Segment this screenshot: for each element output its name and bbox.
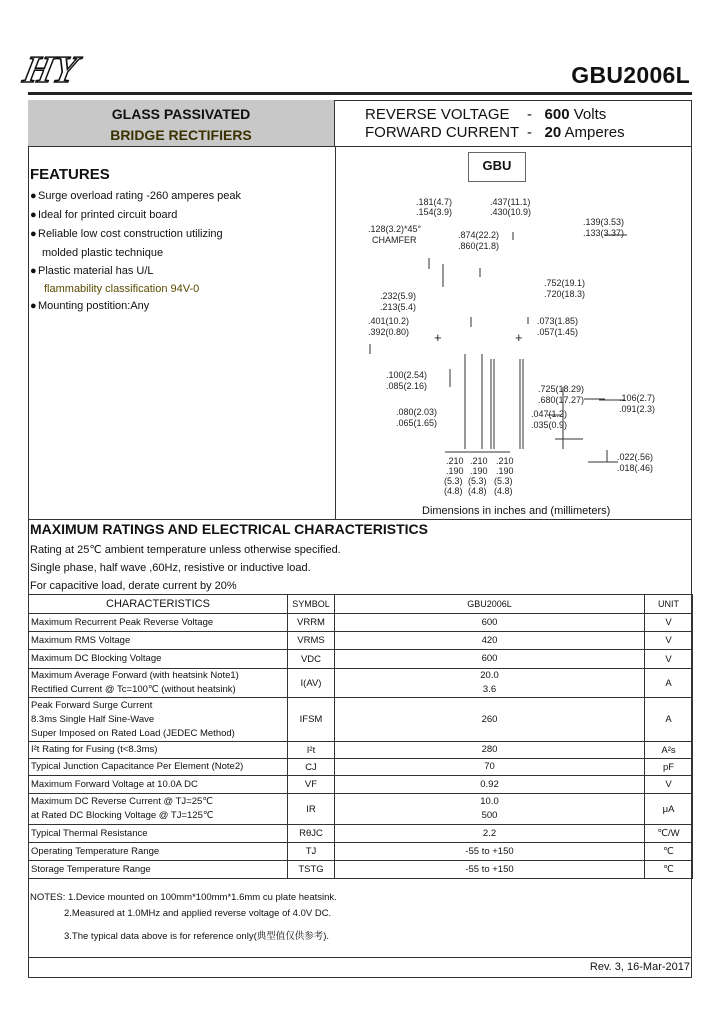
table-row (29, 825, 693, 843)
bullet-icon: ● (30, 190, 37, 202)
dim-label: .035(0.9) (531, 420, 568, 430)
dim-label: .720(18.3) (544, 289, 586, 299)
characteristic-cell (29, 794, 288, 825)
value-text: 10.0 (480, 796, 499, 807)
bullet-icon: ● (30, 265, 37, 277)
characteristic-text: Super Imposed on Rated Load (JEDEC Method) (31, 727, 235, 739)
value-text: 0.92 (480, 778, 499, 790)
plus-mark: + (515, 330, 523, 345)
table-row (29, 669, 693, 698)
value-text: 260 (481, 713, 498, 725)
characteristic-text: Rectified Current @ Tc=100℃ (without heatsink) (31, 684, 236, 695)
part-number: GBU2006L (571, 62, 690, 88)
value-text: 3.6 (482, 684, 497, 695)
symbol-cell: I²t (288, 742, 335, 759)
characteristic-cell (29, 742, 288, 759)
unit-cell: μA (645, 794, 693, 825)
value-cell (335, 825, 645, 843)
dim-label: .154(3.9) (416, 207, 453, 217)
characteristic-text: Typical Junction Capacitance Per Element (Note2) (31, 761, 244, 772)
unit-cell: pF (645, 759, 693, 776)
characteristic-cell (29, 825, 288, 843)
table-row (29, 861, 693, 879)
column-header: UNIT (645, 595, 693, 614)
symbol-cell: VRRM (288, 614, 335, 632)
unit-cell: V (645, 776, 693, 794)
dim-label: .100(2.54) (386, 370, 428, 380)
symbol-cell: I(AV) (288, 669, 335, 698)
feature-item (30, 300, 149, 312)
dim-label: .725(18.29) (538, 384, 585, 394)
characteristics-table (28, 594, 693, 879)
value-text: -55 to +150 (465, 863, 514, 875)
dim-label: .133(3.37) (583, 228, 625, 238)
ratings-title: MAXIMUM RATINGS AND ELECTRICAL CHARACTERISTICS (30, 521, 428, 537)
value-cell (335, 698, 645, 742)
feature-text: Plastic material has U/L (38, 265, 154, 277)
feature-item (30, 265, 154, 277)
reverse-voltage-dash: - (527, 106, 532, 123)
dim-label: .073(1.85) (537, 316, 579, 326)
characteristic-text: Peak Forward Surge Current (31, 699, 153, 711)
unit-cell: ℃ (645, 843, 693, 861)
dim-label: (4.8) (468, 486, 487, 496)
ratings-summary-box (335, 100, 692, 147)
unit-cell: V (645, 632, 693, 650)
characteristic-text: Maximum RMS Voltage (31, 634, 131, 646)
dim-label: .210 (446, 456, 464, 466)
dim-label: .128(3.2)*45° (368, 224, 422, 234)
dim-label: (4.8) (444, 486, 463, 496)
value-cell (335, 843, 645, 861)
dim-label: .091(2.3) (619, 404, 656, 414)
dim-label: .080(2.03) (396, 407, 438, 417)
bullet-icon: ● (30, 300, 37, 312)
value-cell (335, 742, 645, 759)
table-row (29, 742, 693, 759)
feature-continuation: molded plastic technique (42, 247, 164, 259)
ratings-note: Rating at 25℃ ambient temperature unless otherwise specified. (30, 544, 341, 556)
table-row (29, 698, 693, 742)
characteristic-text: Typical Thermal Resistance (31, 827, 148, 839)
dim-label: .752(19.1) (544, 278, 586, 288)
unit-cell: A²s (645, 742, 693, 759)
dim-label: .065(1.65) (396, 418, 438, 428)
table-header-row (29, 595, 693, 614)
unit-cell: ℃/W (645, 825, 693, 843)
feature-item (30, 190, 241, 202)
unit-cell: A (645, 698, 693, 742)
dim-label: .210 (470, 456, 488, 466)
column-header: GBU2006L (335, 595, 645, 614)
dim-label: .018(.46) (617, 463, 654, 473)
forward-current-row (365, 124, 625, 141)
dim-label: (4.8) (494, 486, 513, 496)
column-header: CHARACTERISTICS (29, 595, 288, 614)
unit-cell: V (645, 650, 693, 669)
dim-label: (5.3) (444, 476, 463, 486)
symbol-cell: IFSM (288, 698, 335, 742)
reverse-voltage-label: REVERSE VOLTAGE (365, 106, 510, 123)
feature-text: Mounting postition:Any (38, 300, 150, 312)
value-text: 600 (481, 653, 498, 664)
characteristic-text: at Rated DC Blocking Voltage @ TJ=125℃ (31, 810, 214, 821)
table-row (29, 759, 693, 776)
dim-label: .213(5.4) (380, 302, 417, 312)
reverse-voltage-unit: Volts (573, 106, 607, 123)
characteristic-cell (29, 759, 288, 776)
forward-current-dash: - (527, 124, 532, 141)
dim-label: (5.3) (494, 476, 513, 486)
table-row (29, 794, 693, 825)
value-text: 420 (481, 634, 498, 646)
table-row (29, 843, 693, 861)
symbol-cell: TJ (288, 843, 335, 861)
characteristic-cell (29, 698, 288, 742)
dim-label: .022(.56) (617, 452, 654, 462)
product-title-box (28, 100, 335, 147)
dim-label: .181(4.7) (416, 197, 453, 207)
value-text: 2.2 (482, 827, 497, 839)
unit-cell: V (645, 614, 693, 632)
dim-label: .392(0.80) (368, 327, 410, 337)
table-row (29, 776, 693, 794)
characteristic-text: Maximum Average Forward (with heatsink Note1) (31, 670, 239, 681)
dim-label: .190 (470, 466, 488, 476)
title-line-2: BRIDGE RECTIFIERS (110, 127, 252, 143)
symbol-cell: VRMS (288, 632, 335, 650)
value-text: 280 (481, 744, 498, 755)
value-text: 600 (481, 616, 498, 628)
unit-cell: A (645, 669, 693, 698)
value-text: 70 (484, 761, 495, 772)
dim-label: .680(17.27) (538, 395, 585, 405)
bullet-icon: ● (30, 209, 37, 221)
dim-label: .139(3.53) (583, 217, 625, 227)
forward-current-label: FORWARD CURRENT (365, 124, 520, 141)
symbol-cell: TSTG (288, 861, 335, 879)
dim-label: .106(2.7) (619, 393, 656, 403)
bullet-icon: ● (30, 228, 37, 240)
dim-label: .437(11.1) (490, 197, 531, 207)
value-cell (335, 861, 645, 879)
characteristic-text: I²t Rating for Fusing (t<8.3ms) (31, 744, 158, 755)
dim-label: .190 (446, 466, 464, 476)
column-header: SYMBOL (288, 595, 335, 614)
dim-label: .190 (496, 466, 514, 476)
dim-label: .401(10.2) (368, 316, 410, 326)
footnote: NOTES: 1.Device mounted on 100mm*100mm*1.6mm cu plate heatsink. (30, 892, 337, 903)
unit-cell: ℃ (645, 861, 693, 879)
feature-item (30, 228, 223, 240)
dim-label: .047(1.2) (531, 409, 568, 419)
value-cell (335, 776, 645, 794)
characteristic-text: Maximum Recurrent Peak Reverse Voltage (31, 616, 214, 628)
feature-text: Reliable low cost construction utilizing (38, 228, 223, 240)
characteristic-text: Maximum DC Reverse Current @ TJ=25℃ (31, 796, 213, 807)
characteristic-cell (29, 776, 288, 794)
characteristic-cell (29, 632, 288, 650)
footnote: 2.Measured at 1.0MHz and applied reverse voltage of 4.0V DC. (64, 908, 332, 919)
value-cell (335, 669, 645, 698)
value-cell (335, 614, 645, 632)
plus-mark: + (434, 330, 442, 345)
characteristic-cell (29, 669, 288, 698)
section-divider (28, 519, 692, 520)
characteristic-text: Maximum Forward Voltage at 10.0A DC (31, 778, 198, 790)
revision-label: Rev. 3, 16-Mar-2017 (589, 961, 690, 973)
characteristic-text: 8.3ms Single Half Sine-Wave (31, 713, 155, 725)
table-row (29, 614, 693, 632)
reverse-voltage-row (365, 106, 606, 123)
dim-label: .430(10.9) (490, 207, 532, 217)
characteristic-text: Maximum DC Blocking Voltage (31, 653, 162, 664)
dim-label: .860(21.8) (458, 241, 500, 251)
table-row (29, 650, 693, 669)
symbol-cell: VF (288, 776, 335, 794)
characteristic-cell (29, 614, 288, 632)
value-cell (335, 759, 645, 776)
value-text: 500 (481, 810, 498, 821)
hy-logo (19, 49, 160, 91)
characteristic-cell (29, 843, 288, 861)
ratings-note: Single phase, half wave ,60Hz, resistive or inductive load. (30, 562, 311, 574)
dim-label: .232(5.9) (380, 291, 417, 301)
dimensions-caption: Dimensions in inches and (millimeters) (422, 505, 611, 517)
header-rule (28, 92, 692, 95)
characteristic-text: Operating Temperature Range (31, 845, 160, 857)
package-label: GBU (468, 152, 526, 182)
dim-label: .085(2.16) (386, 381, 428, 391)
title-line-1: GLASS PASSIVATED (111, 106, 251, 122)
logo-text: HY (19, 49, 82, 91)
ratings-note: For capacitive load, derate current by 20% (30, 580, 237, 592)
symbol-cell: RθJC (288, 825, 335, 843)
feature-continuation: flammability classification 94V-0 (44, 283, 200, 295)
characteristic-cell (29, 861, 288, 879)
features-title: FEATURES (30, 166, 110, 183)
symbol-cell: IR (288, 794, 335, 825)
footnote: 3.The typical data above is for reference only(典型值仅供参考). (64, 931, 330, 942)
value-cell (335, 650, 645, 669)
dim-label: CHAMFER (372, 235, 417, 245)
value-text: 20.0 (480, 670, 499, 681)
reverse-voltage-value: 600 (544, 106, 570, 123)
value-cell (335, 632, 645, 650)
characteristic-text: Storage Temperature Range (31, 863, 151, 875)
table-row (29, 632, 693, 650)
symbol-cell: VDC (288, 650, 335, 669)
feature-text: Surge overload rating -260 amperes peak (38, 190, 242, 202)
value-text: -55 to +150 (465, 845, 514, 857)
dim-label: .210 (496, 456, 514, 466)
dim-label: .874(22.2) (458, 230, 500, 240)
forward-current-value: 20 (544, 124, 562, 141)
dim-label: (5.3) (468, 476, 487, 486)
footer-rule (28, 957, 692, 958)
feature-item (30, 209, 177, 221)
forward-current-unit: Amperes (564, 124, 625, 141)
dim-label: .057(1.45) (537, 327, 579, 337)
symbol-cell: CJ (288, 759, 335, 776)
characteristic-cell (29, 650, 288, 669)
feature-text: Ideal for printed circuit board (38, 209, 178, 221)
value-cell (335, 794, 645, 825)
